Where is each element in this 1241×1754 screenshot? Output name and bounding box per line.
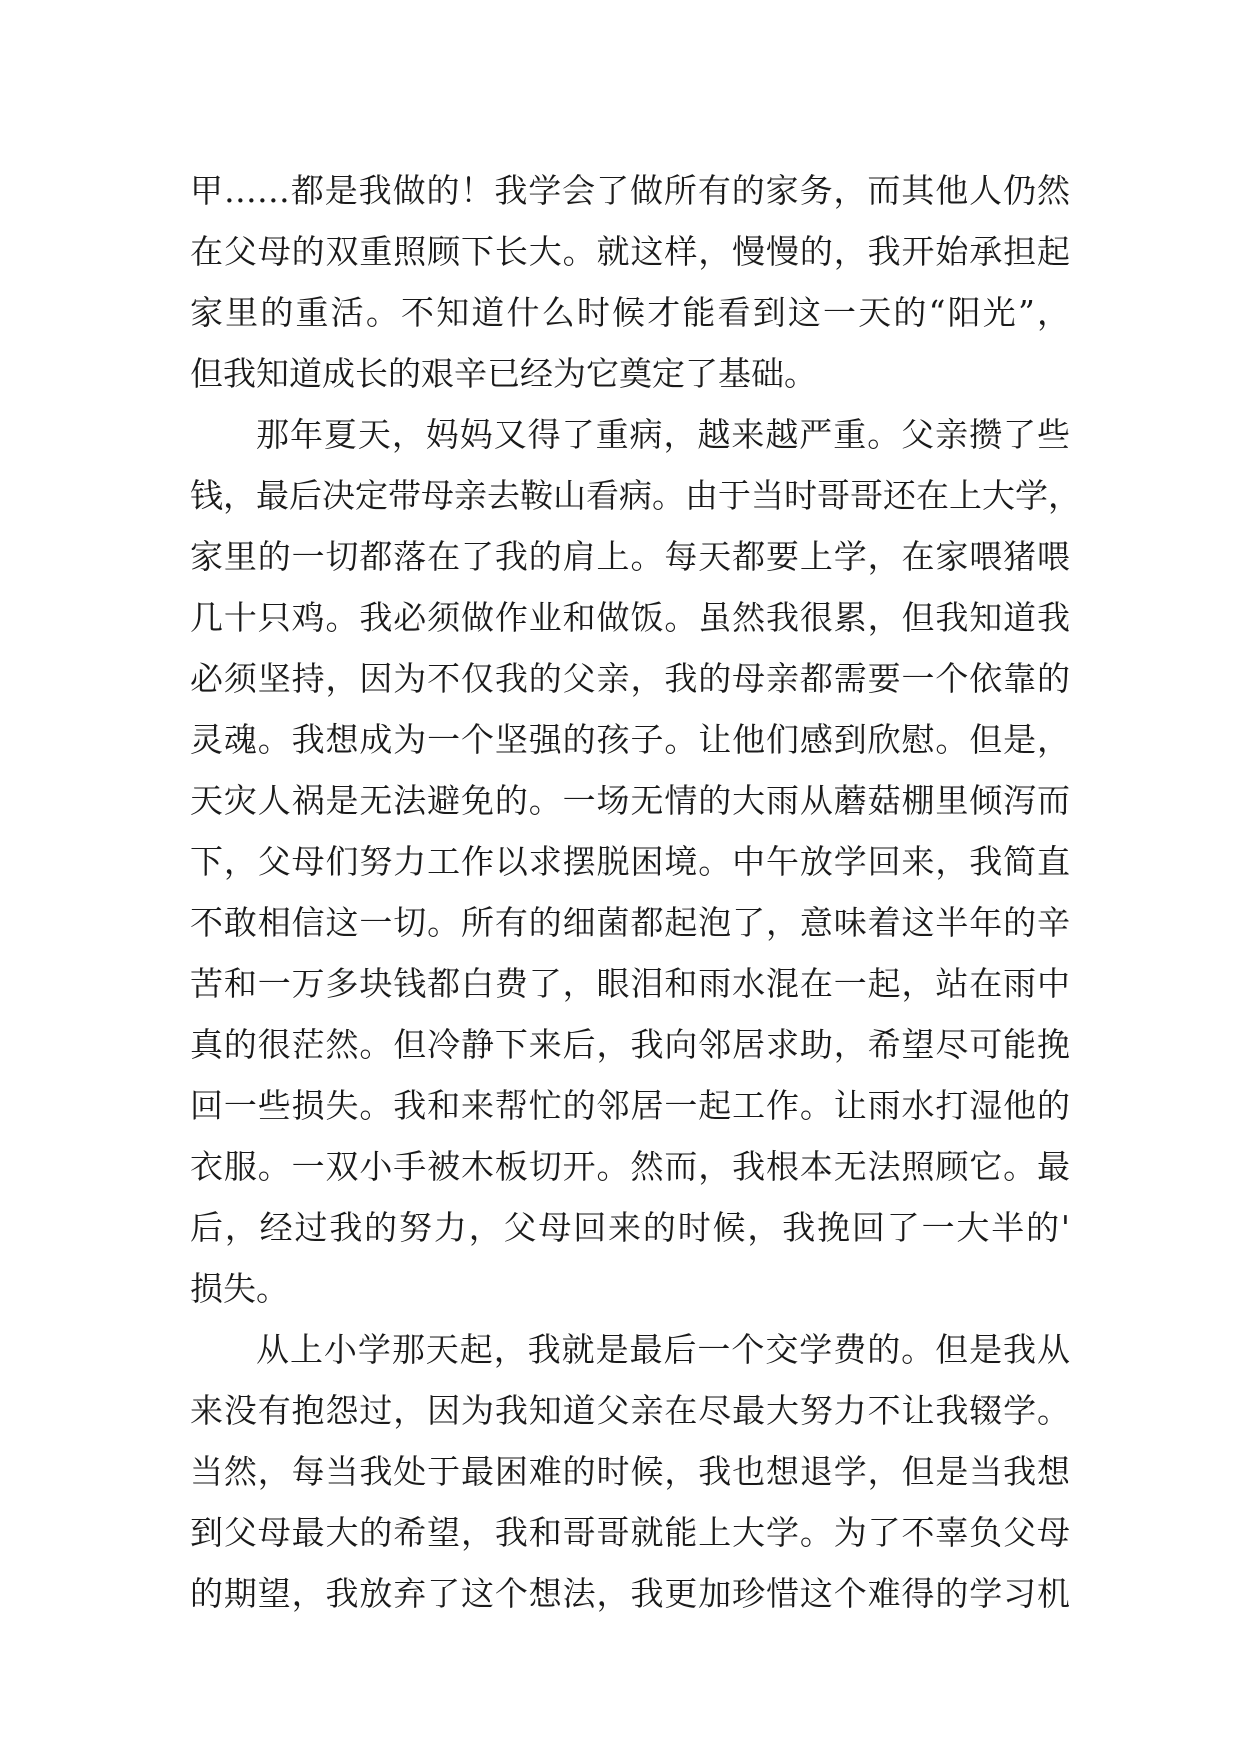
text-line: 天灾人祸是无法避免的。一场无情的大雨从蘑菇棚里倾泻而 bbox=[190, 781, 1070, 820]
text-line: 到父母最大的希望，我和哥哥就能上大学。为了不辜负父母 bbox=[190, 1513, 1070, 1552]
text-line: 的期望，我放弃了这个想法，我更加珍惜这个难得的学习机 bbox=[190, 1574, 1070, 1613]
body-text bbox=[190, 160, 1081, 1624]
text-line: 来没有抱怨过，因为我知道父亲在尽最大努力不让我辍学。 bbox=[190, 1391, 1070, 1430]
text-line: 回一些损失。我和来帮忙的邻居一起工作。让雨水打湿他的 bbox=[190, 1086, 1070, 1125]
text-line: 家里的一切都落在了我的肩上。每天都要上学，在家喂猪喂 bbox=[190, 537, 1070, 576]
paragraph-3 bbox=[190, 1319, 1070, 1624]
text-line: 几十只鸡。我必须做作业和做饭。虽然我很累，但我知道我 bbox=[190, 598, 1070, 637]
text-line: 从上小学那天起，我就是最后一个交学费的。但是我从 bbox=[256, 1330, 1070, 1369]
text-line: 家里的重活。不知道什么时候才能看到这一天的“阳光”， bbox=[190, 293, 1070, 332]
text-line: 后，经过我的努力，父母回来的时候，我挽回了一大半的' bbox=[190, 1208, 1070, 1247]
paragraph-1 bbox=[190, 160, 1070, 404]
text-line: 甲……都是我做的！我学会了做所有的家务，而其他人仍然 bbox=[190, 171, 1070, 210]
text-line: 必须坚持，因为不仅我的父亲，我的母亲都需要一个依靠的 bbox=[190, 659, 1070, 698]
text-line: 真的很茫然。但冷静下来后，我向邻居求助，希望尽可能挽 bbox=[190, 1025, 1070, 1064]
text-line: 下，父母们努力工作以求摆脱困境。中午放学回来，我简直 bbox=[190, 842, 1070, 881]
text-line: 苦和一万多块钱都白费了，眼泪和雨水混在一起，站在雨中 bbox=[190, 964, 1070, 1003]
text-line: 钱，最后决定带母亲去鞍山看病。由于当时哥哥还在上大学， bbox=[190, 476, 1081, 515]
text-line: 损失。 bbox=[190, 1269, 289, 1308]
text-line: 那年夏天，妈妈又得了重病，越来越严重。父亲攒了些 bbox=[256, 415, 1070, 454]
text-line: 衣服。一双小手被木板切开。然而，我根本无法照顾它。最 bbox=[190, 1147, 1070, 1186]
text-line: 当然，每当我处于最困难的时候，我也想退学，但是当我想 bbox=[190, 1452, 1070, 1491]
text-line: 不敢相信这一切。所有的细菌都起泡了，意味着这半年的辛 bbox=[190, 903, 1070, 942]
text-line: 在父母的双重照顾下长大。就这样，慢慢的，我开始承担起 bbox=[190, 232, 1070, 271]
paragraph-2 bbox=[190, 404, 1081, 1319]
text-line: 灵魂。我想成为一个坚强的孩子。让他们感到欣慰。但是， bbox=[190, 720, 1070, 759]
text-line: 但我知道成长的艰辛已经为它奠定了基础。 bbox=[190, 354, 817, 393]
